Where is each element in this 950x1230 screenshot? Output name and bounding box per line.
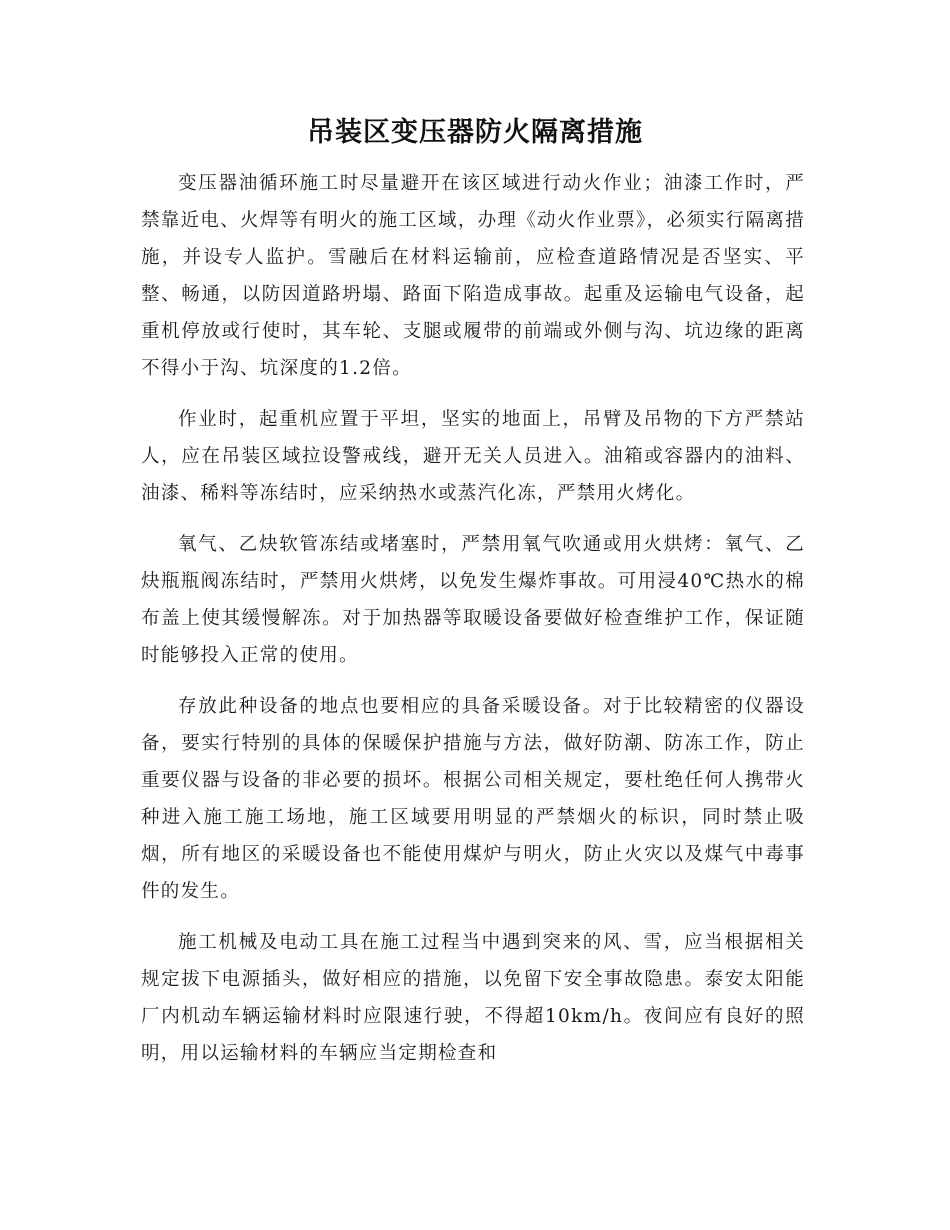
paragraph-5: 施工机械及电动工具在施工过程当中遇到突来的风、雪，应当根据相关规定拔下电源插头，做好相应的措施，以免留下安全事故隐患。泰安太阳能厂内机动车辆运输材料时应限速行驶，不得超10km/h。夜间应有良好的照明，用以运输材料的车辆应当定期检查和	[141, 932, 805, 1064]
paragraph-1: 变压器油循环施工时尽量避开在该区域进行动火作业；油漆工作时，严禁靠近电、火焊等有明火的施工区域，办理《动火作业票》，必须实行隔离措施，并设专人监护。雪融后在材料运输前，应检查道路情况是否坚实、平整、畅通，以防因道路坍塌、路面下陷造成事故。起重及运输电气设备，起重机停放或行使时，其车轮、支腿或履带的前端或外侧与沟、坑边缘的距离不得小于沟、坑深度的1.2倍。	[141, 173, 805, 379]
paragraph-2: 作业时，起重机应置于平坦，坚实的地面上，吊臂及吊物的下方严禁站人，应在吊装区域拉设警戒线，避开无关人员进入。油箱或容器内的油料、油漆、稀料等冻结时，应采纳热水或蒸汽化冻，严禁用火烤化。	[141, 409, 805, 504]
paragraph-3: 氧气、乙炔软管冻结或堵塞时，严禁用氧气吹通或用火烘烤：氧气、乙炔瓶瓶阀冻结时，严禁用火烘烤，以免发生爆炸事故。可用浸40℃热水的棉布盖上使其缓慢解冻。对于加热器等取暖设备要做好检查维护工作，保证随时能够投入正常的使用。	[141, 534, 805, 666]
document-body	[141, 165, 805, 1086]
document-title: 吊装区变压器防火隔离措施	[307, 117, 643, 148]
paragraph-4: 存放此种设备的地点也要相应的具备采暖设备。对于比较精密的仪器设备，要实行特别的具体的保暖保护措施与方法，做好防潮、防冻工作，防止重要仪器与设备的非必要的损坏。根据公司相关规定，要杜绝任何人携带火种进入施工施工场地，施工区域要用明显的严禁烟火的标识，同时禁止吸烟，所有地区的采暖设备也不能使用煤炉与明火，防止火灾以及煤气中毒事件的发生。	[141, 696, 805, 902]
